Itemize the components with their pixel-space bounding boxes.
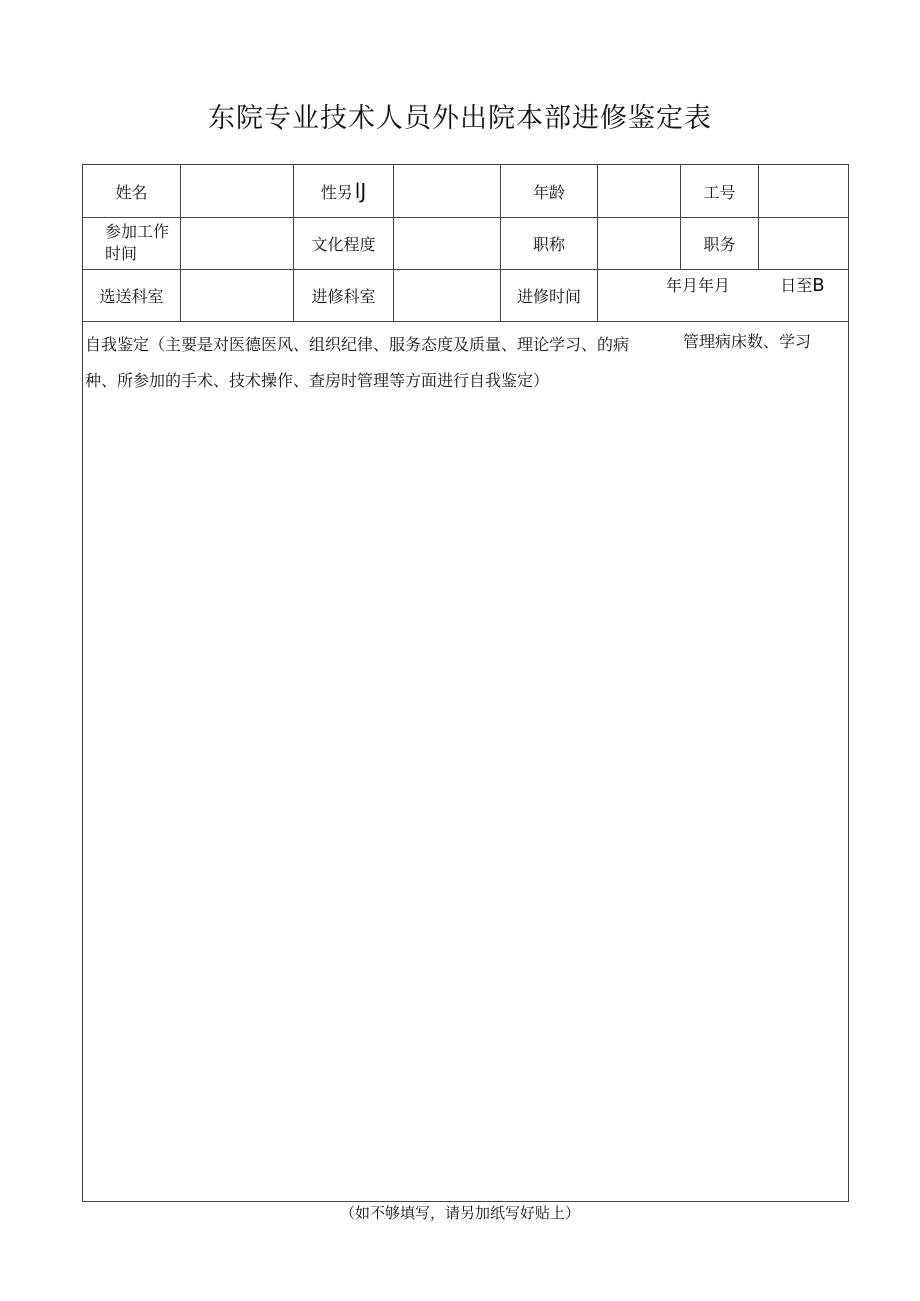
staff-no-field[interactable] xyxy=(759,165,850,217)
gender-label: 性另 xyxy=(320,182,353,202)
gender-mark: lJ xyxy=(354,179,367,203)
position-label: 职务 xyxy=(681,217,759,269)
self-assessment-area[interactable] xyxy=(83,321,848,1201)
education-label: 文化程度 xyxy=(294,217,394,269)
age-label: 年龄 xyxy=(501,165,598,217)
work-start-label-line1: 参加工作 xyxy=(105,222,170,241)
position-field[interactable] xyxy=(759,217,850,269)
work-start-label-line2: 时间 xyxy=(105,244,138,263)
sending-dept-field[interactable] xyxy=(181,269,294,321)
date-day-to: 日至 xyxy=(780,276,813,295)
sending-dept-label: 选送科室 xyxy=(83,269,181,321)
title-field[interactable] xyxy=(598,217,681,269)
form-title: 东院专业技术人员外出院本部进修鉴定表 xyxy=(208,103,712,134)
work-start-field[interactable] xyxy=(181,217,294,269)
gender-label-cell xyxy=(294,165,394,217)
form-row-basic-info xyxy=(83,165,848,218)
form-row-employment xyxy=(83,217,848,270)
date-year-month: 年月年月 xyxy=(666,276,731,295)
name-label: 姓名 xyxy=(83,165,181,217)
training-time-field[interactable] xyxy=(598,269,850,321)
work-start-label-cell xyxy=(83,217,181,269)
education-field[interactable] xyxy=(394,217,501,269)
evaluation-form-table xyxy=(82,164,849,1202)
footnote: （如不够填写，请另加纸写好贴上） xyxy=(339,1204,580,1222)
form-row-training xyxy=(83,269,848,322)
title-label: 职称 xyxy=(501,217,598,269)
self-assessment-instruction-line1b: 管理病床数、学习 xyxy=(683,332,812,351)
training-time-label: 进修时间 xyxy=(501,269,598,321)
age-field[interactable] xyxy=(598,165,681,217)
date-mark: B xyxy=(812,275,825,296)
gender-field[interactable] xyxy=(394,165,501,217)
training-dept-field[interactable] xyxy=(394,269,501,321)
name-field[interactable] xyxy=(181,165,294,217)
training-dept-label: 进修科室 xyxy=(294,269,394,321)
self-assessment-instruction-line2: 种、所参加的手术、技术操作、查房时管理等方面进行自我鉴定） xyxy=(85,371,550,390)
staff-no-label: 工号 xyxy=(681,165,759,217)
training-date-text xyxy=(666,273,825,296)
self-assessment-instruction-line1: 自我鉴定（主要是对医德医风、组织纪律、服务态度及质量、理论学习、的病 xyxy=(85,335,630,354)
